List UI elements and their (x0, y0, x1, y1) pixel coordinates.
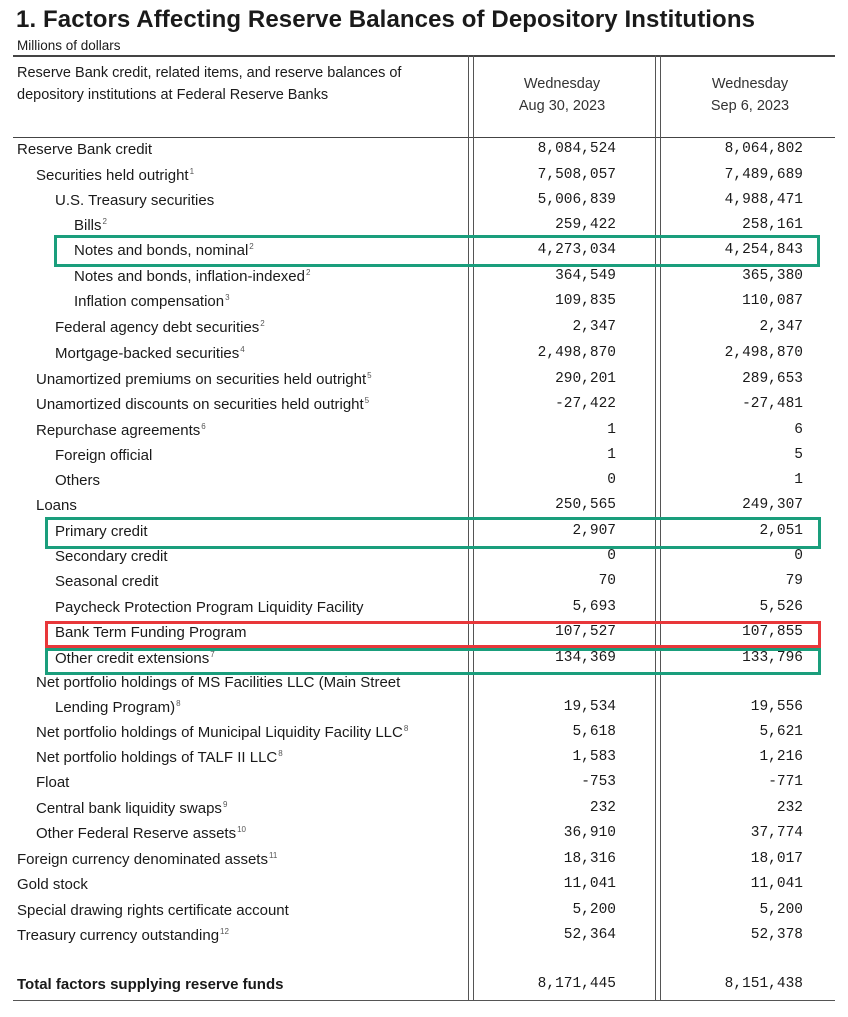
row-value-sep-6: 11,041 (750, 876, 803, 892)
row-label (55, 345, 245, 362)
row-value-aug-30: 1,583 (572, 749, 616, 765)
row-value-sep-6: 8,064,802 (724, 141, 803, 157)
table-bottom-rule (13, 1000, 835, 1001)
row-value-sep-6: -771 (768, 774, 803, 790)
column-header-aug-30 (482, 73, 642, 117)
row-value-sep-6: 37,774 (750, 825, 803, 841)
row-label: Total factors supplying reserve funds (17, 976, 284, 993)
row-label (36, 800, 227, 817)
row-label-text: Notes and bonds, inflation-indexed (74, 268, 305, 285)
table-row (0, 797, 848, 822)
row-value-aug-30: 2,907 (572, 523, 616, 539)
footnote-marker: 2 (306, 268, 311, 277)
table-row (0, 138, 848, 163)
row-value-aug-30: 2,498,870 (537, 345, 616, 361)
row-label (74, 217, 107, 234)
row-label (36, 724, 408, 741)
row-label-text: Float (36, 774, 70, 791)
row-label-text: Primary credit (55, 523, 148, 540)
row-label (55, 573, 158, 590)
header-description: Reserve Bank credit, related items, and reserve balances of depository institutions at Federal Reserve Banks (17, 65, 402, 103)
table-row (0, 189, 848, 214)
row-label-text: Inflation compensation (74, 293, 225, 310)
row-label-text: Other credit extensions (55, 650, 210, 667)
row-value-sep-6: 1 (794, 472, 803, 488)
footnote-marker: 10 (237, 825, 246, 834)
row-label-text: Seasonal credit (55, 573, 159, 590)
row-label-text: Reserve Bank credit (17, 141, 153, 158)
highlight-box-other-credit (45, 648, 821, 675)
row-label-text: Loans (36, 497, 77, 514)
row-value-sep-6: 1,216 (759, 749, 803, 765)
row-label (74, 268, 310, 285)
row-value-aug-30: 11,041 (563, 876, 616, 892)
row-label-text: Unamortized premiums on securities held outright (36, 371, 367, 388)
row-value-aug-30: 2,347 (572, 319, 616, 335)
row-value-sep-6: 18,017 (750, 851, 803, 867)
units-label: Millions of dollars (17, 38, 121, 53)
table-row (0, 596, 848, 621)
row-value-aug-30: 18,316 (563, 851, 616, 867)
row-value-aug-30: 0 (607, 548, 616, 564)
row-value-sep-6: 19,556 (750, 699, 803, 715)
table-row (0, 924, 848, 949)
footnote-marker: 6 (201, 422, 206, 431)
row-label-text: Treasury currency outstanding (17, 927, 220, 944)
row-label-text: Bank Term Funding Program (55, 624, 247, 641)
row-label-text: Other Federal Reserve assets (36, 825, 237, 842)
row-label (36, 674, 400, 691)
row-label (36, 167, 194, 184)
row-label-text: Securities held outright (36, 167, 189, 184)
row-value-sep-6: 7,489,689 (724, 167, 803, 183)
row-label-text: Net portfolio holdings of Municipal Liquidity Facility LLC (36, 724, 403, 741)
row-label-text: Others (55, 472, 101, 489)
row-value-sep-6: -27,481 (742, 396, 803, 412)
table-row (0, 822, 848, 847)
table-row (0, 746, 848, 771)
table-row (0, 393, 848, 418)
table-row (0, 696, 848, 721)
row-label (17, 927, 229, 944)
row-value-aug-30: 107,527 (555, 624, 616, 640)
table-row (0, 899, 848, 924)
table-row (0, 265, 848, 290)
row-value-sep-6: 258,161 (742, 217, 803, 233)
row-value-aug-30: 1 (607, 422, 616, 438)
table-row (0, 570, 848, 595)
row-label-text: Gold stock (17, 876, 88, 893)
table-row-total (0, 973, 848, 998)
footnote-marker: 8 (403, 724, 409, 733)
footnote-marker: 7 (210, 650, 215, 659)
footnote-marker: 2 (249, 242, 254, 251)
row-value-aug-30: 364,549 (555, 268, 616, 284)
row-label (36, 749, 283, 766)
row-label-text: Federal agency debt securities (55, 319, 260, 336)
table-row (0, 771, 848, 796)
table-row (0, 342, 848, 367)
row-value-aug-30: 0 (607, 472, 616, 488)
row-value-sep-6: 365,380 (742, 268, 803, 284)
row-value-aug-30: 5,693 (572, 599, 616, 615)
page-title: 1. Factors Affecting Reserve Balances of Depository Institutions (16, 6, 756, 33)
table-row (0, 721, 848, 746)
row-value-aug-30: -27,422 (555, 396, 616, 412)
footnote-marker: 2 (260, 319, 265, 328)
footnote-marker: 11 (268, 851, 278, 860)
row-value-aug-30: 134,369 (555, 650, 616, 666)
row-value-aug-30: 8,171,445 (537, 976, 616, 992)
row-label (36, 422, 206, 439)
row-value-sep-6: 5 (794, 447, 803, 463)
table-row (0, 848, 848, 873)
row-value-sep-6: 4,254,843 (724, 242, 803, 258)
row-value-aug-30: 109,835 (555, 293, 616, 309)
table-row (0, 444, 848, 469)
table-row (0, 316, 848, 341)
row-value-sep-6: 2,498,870 (724, 345, 803, 361)
column-header-sep-6 (670, 73, 830, 117)
row-label-text: Foreign official (55, 447, 153, 464)
row-value-aug-30: -753 (581, 774, 616, 790)
row-label (36, 396, 369, 413)
footnote-marker: 8 (278, 749, 283, 758)
row-label (55, 192, 214, 209)
row-label-text: Paycheck Protection Program Liquidity Facility (55, 599, 364, 616)
row-label-text: Central bank liquidity swaps (36, 800, 222, 817)
row-value-sep-6: 5,526 (759, 599, 803, 615)
row-value-sep-6: 6 (794, 422, 803, 438)
table-row (0, 469, 848, 494)
row-label (36, 825, 246, 842)
table-row (0, 873, 848, 898)
row-value-aug-30: 250,565 (555, 497, 616, 513)
row-value-aug-30: 5,006,839 (537, 192, 616, 208)
footnote-marker: 1 (189, 167, 195, 176)
row-label (55, 548, 168, 565)
row-label (74, 293, 230, 310)
highlight-box-bank-term-funding (45, 621, 821, 648)
row-value-aug-30: 259,422 (555, 217, 616, 233)
table-row (0, 419, 848, 444)
table-row (0, 494, 848, 519)
row-label (55, 599, 363, 616)
row-label-text: Unamortized discounts on securities held outright (36, 396, 364, 413)
row-value-aug-30: 5,618 (572, 724, 616, 740)
footnote-marker: 3 (225, 293, 230, 302)
row-value-aug-30: 19,534 (563, 699, 616, 715)
footnote-marker: 4 (240, 345, 245, 354)
row-value-aug-30: 70 (598, 573, 616, 589)
row-label (36, 497, 77, 514)
row-label-text: Special drawing rights certificate account (17, 902, 289, 919)
row-value-aug-30: 36,910 (563, 825, 616, 841)
row-label-text: Foreign currency denominated assets (17, 851, 268, 868)
row-value-sep-6: 0 (794, 548, 803, 564)
column-header-line2: Aug 30, 2023 (518, 98, 606, 114)
row-label (55, 319, 265, 336)
row-value-sep-6: 107,855 (742, 624, 803, 640)
row-value-aug-30: 290,201 (555, 371, 616, 387)
row-label (55, 447, 152, 464)
row-label-text: U.S. Treasury securities (55, 192, 215, 209)
row-value-sep-6: 52,378 (750, 927, 803, 943)
row-label-text: Mortgage-backed securities (55, 345, 240, 362)
row-value-sep-6: 5,200 (759, 902, 803, 918)
row-value-sep-6: 8,151,438 (724, 976, 803, 992)
footnote-marker: 5 (367, 371, 372, 380)
row-value-sep-6: 133,796 (742, 650, 803, 666)
row-value-sep-6: 232 (776, 800, 803, 816)
row-label (17, 902, 289, 919)
row-value-aug-30: 5,200 (572, 902, 616, 918)
row-label (17, 851, 277, 868)
row-label-text: Lending Program) (55, 699, 176, 716)
row-value-sep-6: 2,347 (759, 319, 803, 335)
highlight-box-notes-and-bonds (54, 235, 820, 267)
column-header-line1: Wednesday (711, 76, 789, 92)
footnote-marker: 2 (102, 217, 107, 226)
column-header-line1: Wednesday (523, 76, 601, 92)
row-label-text: Net portfolio holdings of TALF II LLC (36, 749, 278, 766)
row-value-sep-6: 249,307 (742, 497, 803, 513)
row-label-text: Net portfolio holdings of MS Facilities LLC (Main Street (36, 674, 401, 691)
row-value-sep-6: 4,988,471 (724, 192, 803, 208)
footnote-marker: 9 (222, 800, 228, 809)
row-label (55, 699, 181, 716)
row-value-aug-30: 4,273,034 (537, 242, 616, 258)
table-row (0, 368, 848, 393)
table-row (0, 290, 848, 315)
footnote-marker: 8 (176, 699, 181, 708)
table-row (0, 164, 848, 189)
row-label (55, 472, 100, 489)
row-value-sep-6: 110,087 (742, 293, 803, 309)
row-value-sep-6: 79 (785, 573, 803, 589)
highlight-box-primary-credit (45, 517, 821, 549)
footnote-marker: 12 (220, 927, 229, 936)
table-top-rule (13, 55, 835, 57)
row-value-aug-30: 8,084,524 (537, 141, 616, 157)
row-label (36, 371, 372, 388)
footnote-marker: 5 (364, 396, 370, 405)
row-label-text: Bills (74, 217, 102, 234)
row-value-aug-30: 1 (607, 447, 616, 463)
row-label-text: Notes and bonds, nominal (74, 242, 249, 259)
row-value-aug-30: 7,508,057 (537, 167, 616, 183)
row-label-text: Secondary credit (55, 548, 168, 565)
row-value-aug-30: 232 (589, 800, 616, 816)
column-header-line2: Sep 6, 2023 (710, 98, 790, 114)
row-label (36, 774, 69, 791)
row-value-sep-6: 5,621 (759, 724, 803, 740)
row-value-sep-6: 2,051 (759, 523, 803, 539)
row-label-text: Repurchase agreements (36, 422, 201, 439)
row-label (17, 876, 88, 893)
row-value-sep-6: 289,653 (742, 371, 803, 387)
row-value-aug-30: 52,364 (563, 927, 616, 943)
row-label (17, 141, 152, 158)
